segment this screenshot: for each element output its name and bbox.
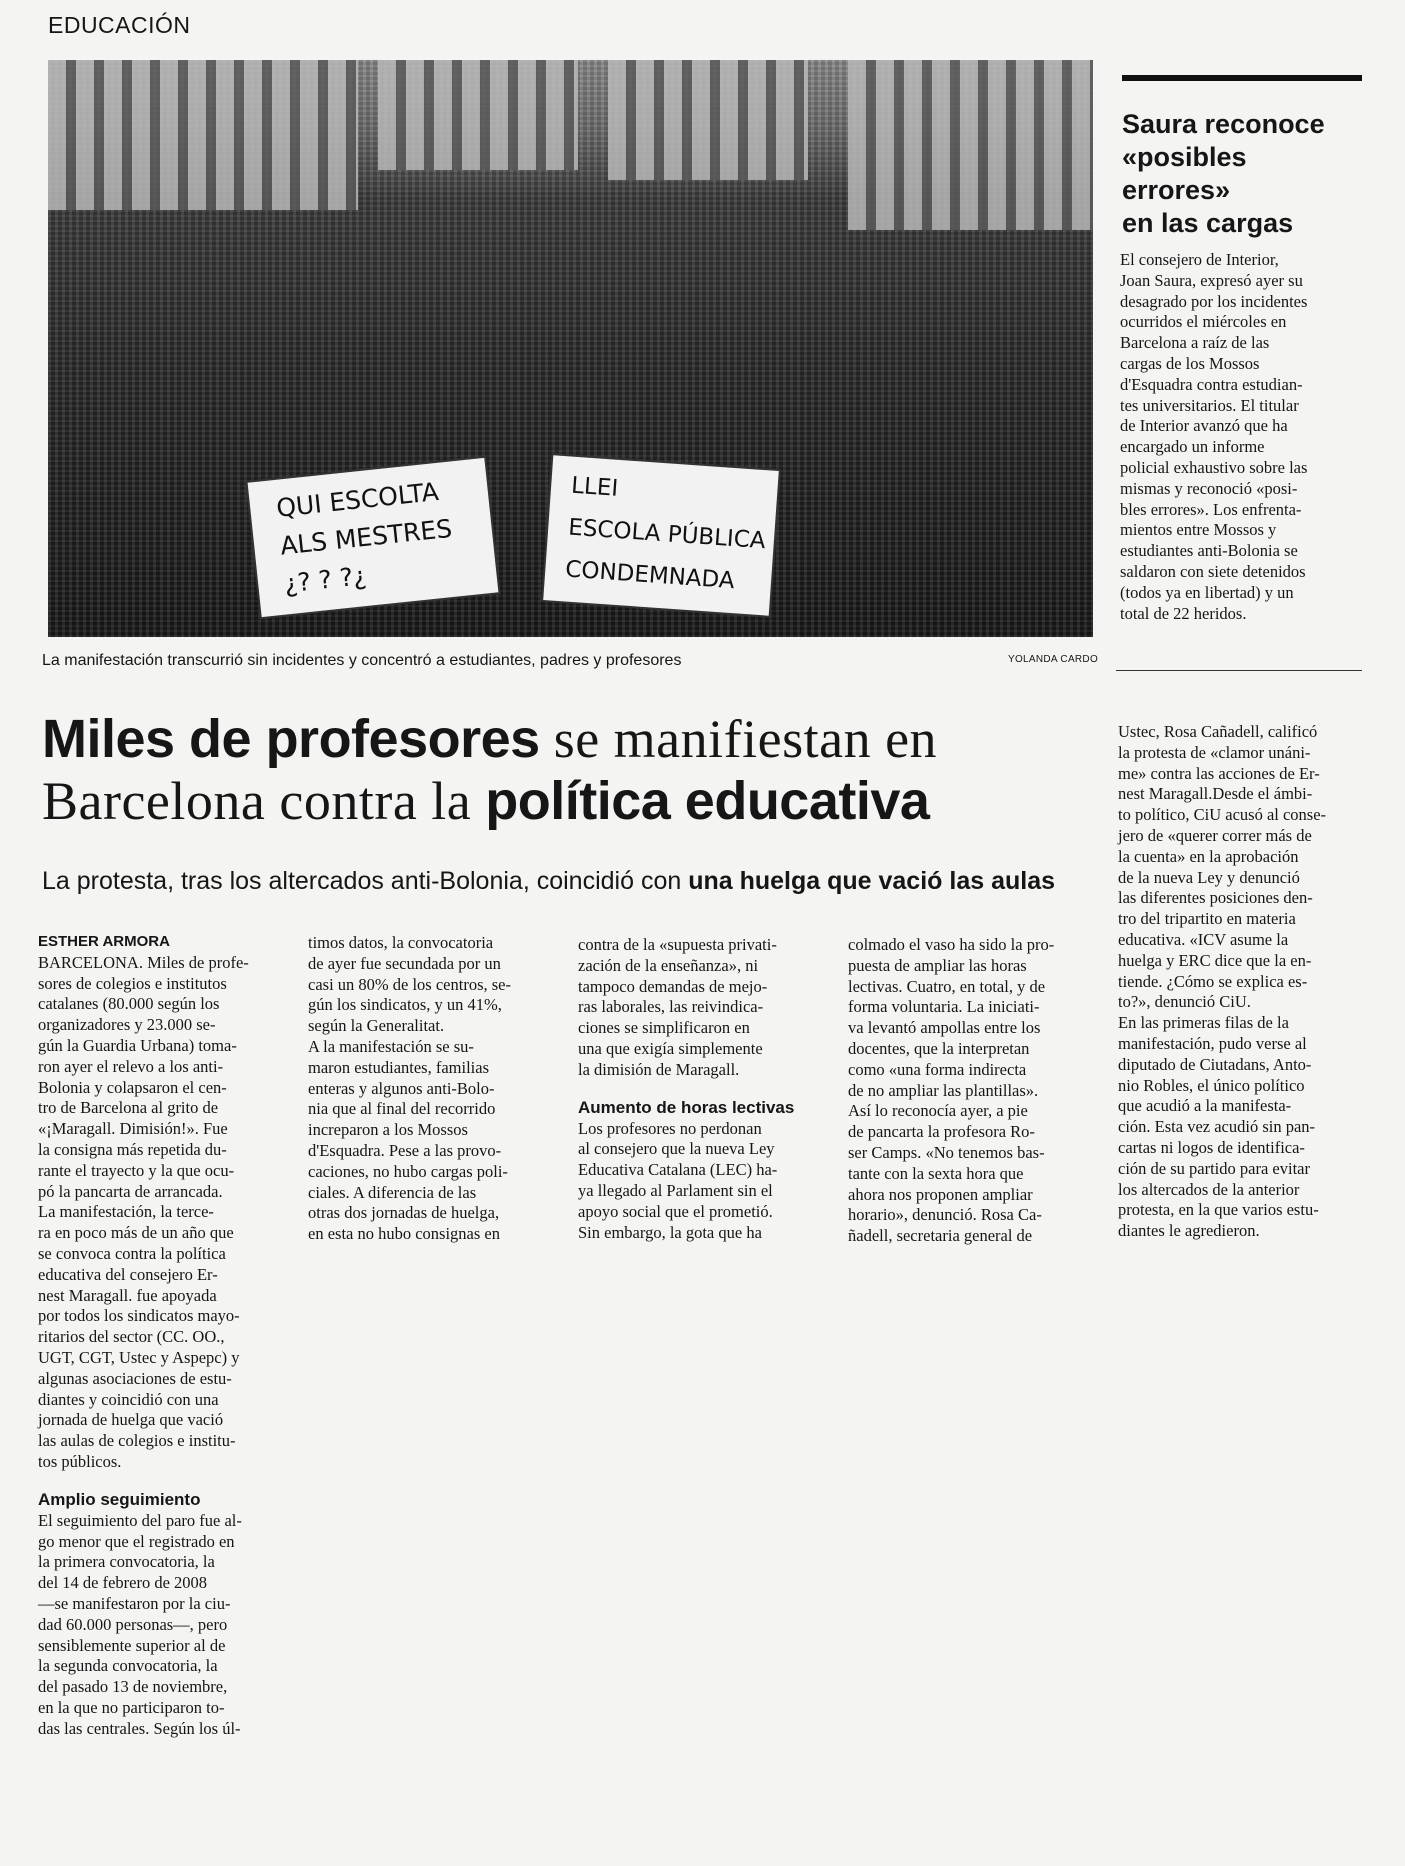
text-line: A la manifestación se su- [308,1036,474,1056]
text-line: dad 60.000 personas—, pero [38,1614,228,1634]
text-line: ñadell, secretaria general de [848,1226,1033,1246]
text-line: casi un 80% de los centros, se- [308,974,511,994]
article-deck [42,867,1055,896]
text-line: zación de la enseñanza», ni [578,955,759,975]
building-right [848,60,1093,230]
text-line: catalanes (80.000 según los [38,994,220,1014]
text-line: ser Camps. «No tenemos bas- [848,1142,1045,1162]
text-line: ción de su partido para evitar [1118,1158,1310,1178]
text-line: Los profesores no perdonan [578,1118,762,1138]
protest-sign-right: LLEI ESCOLA PÚBLICA CONDEMNADA [543,455,779,615]
column-3-text-b [578,1119,824,1244]
text-line: tos públicos. [38,1451,122,1471]
text-line: sensiblemente superior al de [38,1635,226,1655]
text-line: diantes le agredieron. [1118,1221,1260,1241]
text-line: go menor que el registrado en [38,1531,235,1551]
text-line: organizadores y 23.000 se- [38,1015,216,1035]
text-line: tes universitarios. El titular [1120,395,1299,415]
text-line: se convoca contra la política [38,1243,226,1263]
text-line: d'Esquadra contra estudian- [1120,374,1303,394]
text-line: la consigna más repetida du- [38,1139,227,1159]
protest-photo [48,60,1093,637]
column-4-text [848,935,1094,1247]
text-line: las diferentes posiciones den- [1118,888,1313,908]
text-line: la segunda convocatoria, la [38,1656,218,1676]
text-line: Barcelona a raíz de las [1120,333,1270,353]
text-line: ya llegado al Parlament sin el [578,1180,773,1200]
text-line: jero de «querer correr más de [1118,825,1312,845]
text-line: de no ampliar las plantillas». [848,1080,1039,1100]
column-3-text-a [578,935,824,1081]
article-headline [42,708,1102,832]
headline-text-1: se manifiestan en [539,709,938,769]
text-line: Ustec, Rosa Cañadell, calificó [1118,722,1318,741]
sidebar-headline: Saura reconoce «posibles errores» en las cargas [1122,109,1325,238]
text-line: una que exigía simplemente [578,1038,763,1058]
text-line: tampoco demandas de mejo- [578,976,768,996]
photo-caption: La manifestación transcurrió sin incidentes y concentró a estudiantes, padres y profesores [42,652,682,669]
text-line: en esta no hubo consignas en [308,1224,500,1244]
text-line: manifestación, pudo verse al [1118,1033,1307,1053]
text-line: ciones se simplificaron en [578,1018,750,1038]
text-line: tro del tripartito en materia [1118,909,1296,929]
article-column-1 [38,932,284,1739]
text-line: educativa. «ICV asume la [1118,929,1289,949]
column-1-text-a [38,953,284,1473]
text-line: to político, CiU acusó al conse- [1118,805,1327,825]
text-line: educativa del consejero Er- [38,1264,218,1284]
text-line: la primera convocatoria, la [38,1552,215,1572]
text-line: Educativa Catalana (LEC) ha- [578,1160,778,1180]
text-line: El consejero de Interior, [1120,250,1279,269]
text-line: en la que no participaron to- [38,1697,225,1717]
photo-credit: YOLANDA CARDO [1008,654,1099,665]
text-line: ciales. A diferencia de las [308,1182,477,1202]
text-line: maron estudiantes, familias [308,1057,489,1077]
text-line: según la Generalitat. [308,1016,445,1036]
text-line: saldaron con siete detenidos [1120,561,1306,581]
text-line: la dimisión de Maragall. [578,1059,740,1079]
text-line: puesta de ampliar las horas [848,955,1027,975]
text-line: ción. Esta vez acudió sin pan- [1118,1117,1316,1137]
text-line: El seguimiento del paro fue al- [38,1510,242,1530]
text-line: ahora nos proponen ampliar [848,1184,1033,1204]
column-1-text-b [38,1511,284,1740]
text-line: algunas asociaciones de estu- [38,1368,232,1388]
text-line: diputado de Ciutadans, Anto- [1118,1054,1312,1074]
text-line: que acudió a la manifesta- [1118,1096,1292,1116]
text-line: BARCELONA. Miles de profe- [38,952,249,972]
building-center [378,60,578,170]
text-line: por todos los sindicatos mayo- [38,1306,240,1326]
text-line: de Interior avanzó que ha [1120,416,1288,436]
text-line: del 14 de febrero de 2008 [38,1573,208,1593]
text-line: rante el trayecto y la que ocu- [38,1160,235,1180]
text-line: pó la pancarta de arrancada. [38,1181,223,1201]
text-line: va levantó ampollas entre los [848,1018,1041,1038]
text-line: Joan Saura, expresó ayer su [1120,270,1303,290]
byline: ESTHER ARMORA [38,933,170,950]
column-2-text [308,933,554,1245]
text-line: nio Robles, el único político [1118,1075,1305,1095]
text-line: encargado un informe [1120,437,1265,457]
text-line: das las centrales. Según los úl- [38,1718,241,1738]
text-line: mismas y reconoció «posi- [1120,478,1298,498]
text-line: —se manifestaron por la ciu- [38,1593,231,1613]
text-line: al consejero que la nueva Ley [578,1139,775,1159]
text-line: En las primeras filas de la [1118,1013,1289,1033]
article-column-4 [848,935,1094,1247]
text-line: cartas ni logos de identifica- [1118,1137,1305,1157]
headline-bold-2: política educativa [485,771,930,831]
text-line: jornada de huelga que vació [38,1410,224,1430]
text-line: gún la Guardia Urbana) toma- [38,1035,237,1055]
text-line: sores de colegios e institutos [38,973,227,993]
text-line: tante con la sexta hora que [848,1163,1024,1183]
text-line: nia que al final del recorrido [308,1099,496,1119]
text-line: (todos ya en libertad) y un [1120,582,1294,602]
deck-text: La protesta, tras los altercados anti-Bolonia, coincidió con [42,867,689,895]
text-line: lectivas. Cuatro, en total, y de [848,976,1046,996]
text-line: otras dos jornadas de huelga, [308,1203,500,1223]
text-line: ritarios del sector (CC. OO., [38,1327,225,1347]
text-line: bles errores». Los enfrenta- [1120,499,1302,519]
text-line: de ayer fue secundada por un [308,953,501,973]
text-line: ra en poco más de un año que [38,1223,234,1243]
text-line: UGT, CGT, Ustec y Aspepc) y [38,1347,240,1367]
text-line: contra de la «supuesta privati- [578,935,777,954]
text-line: to?», denunció CiU. [1118,992,1251,1012]
text-line: de la nueva Ley y denunció [1118,867,1300,887]
text-line: Así lo reconocía ayer, a pie [848,1101,1028,1121]
text-line: diantes y coincidió con una [38,1389,219,1409]
text-line: «¡Maragall. Dimisión!». Fue [38,1119,228,1139]
headline-bold-1: Miles de profesores [42,709,540,769]
text-line: la cuenta» en la aprobación [1118,846,1299,866]
text-line: la protesta de «clamor unáni- [1118,742,1311,762]
text-line: estudiantes anti-Bolonia se [1120,541,1298,561]
text-line: colmado el vaso ha sido la pro- [848,935,1055,954]
text-line: caciones, no hubo cargas poli- [308,1161,508,1181]
text-line: enteras y algunos anti-Bolo- [308,1078,495,1098]
text-line: nest Maragall. fue apoyada [38,1285,217,1305]
deck-bold: una huelga que vació las aulas [688,867,1055,895]
protest-sign-left: QUI ESCOLTA ALS MESTRES ¿? ? ?¿ [248,458,499,617]
text-line: total de 22 heridos. [1120,603,1247,623]
text-line: las aulas de colegios e institu- [38,1431,236,1451]
column-5-text [1118,722,1364,1242]
text-line: mientos entre Mossos y [1120,520,1277,540]
building-center-right [608,60,808,180]
text-line: horario», denunció. Rosa Ca- [848,1205,1042,1225]
text-line: ocurridos el miércoles en [1120,312,1287,332]
article-column-5 [1118,722,1364,1242]
text-line: tro de Barcelona al grito de [38,1098,219,1118]
headline-text-2: Barcelona contra la [42,771,486,831]
text-line: increparon a los Mossos [308,1120,468,1140]
text-line: Bolonia y colapsaron el cen- [38,1077,227,1097]
sidebar-top-rule [1122,75,1362,81]
text-line: de pancarta la profesora Ro- [848,1122,1035,1142]
text-line: nest Maragall.Desde el ámbi- [1118,784,1313,804]
text-line: timos datos, la convocatoria [308,933,494,952]
text-line: ron ayer el relevo a los anti- [38,1056,224,1076]
article-column-2 [308,933,554,1245]
subhead-amplio-seguimiento: Amplio seguimiento [38,1489,201,1509]
text-line: los altercados de la anterior [1118,1179,1300,1199]
text-line: docentes, que la interpretan [848,1038,1030,1058]
subhead-aumento-horas: Aumento de horas lectivas [578,1097,795,1117]
text-line: como «una forma indirecta [848,1059,1027,1079]
text-line: cargas de los Mossos [1120,353,1260,373]
text-line: huelga y ERC dice que la en- [1118,950,1312,970]
sidebar-body [1120,250,1356,624]
section-label: EDUCACIÓN [48,12,191,38]
text-line: gún los sindicatos, y un 41%, [308,995,502,1015]
text-line: apoyo social que el prometió. [578,1201,773,1221]
text-line: tiende. ¿Cómo se explica es- [1118,971,1308,991]
text-line: protesta, en la que varios estu- [1118,1200,1319,1220]
building-left [48,60,358,210]
text-line: desagrado por los incidentes [1120,291,1308,311]
text-line: Sin embargo, la gota que ha [578,1222,762,1242]
text-line: forma voluntaria. La iniciati- [848,997,1040,1017]
article-column-3 [578,935,824,1243]
text-line: La manifestación, la terce- [38,1202,214,1222]
text-line: policial exhaustivo sobre las [1120,457,1308,477]
sidebar-bottom-rule [1116,670,1362,671]
text-line: d'Esquadra. Pese a las provo- [308,1140,502,1160]
text-line: del pasado 13 de noviembre, [38,1677,228,1697]
text-line: me» contra las acciones de Er- [1118,763,1320,783]
text-line: ras laborales, las reivindica- [578,997,764,1017]
